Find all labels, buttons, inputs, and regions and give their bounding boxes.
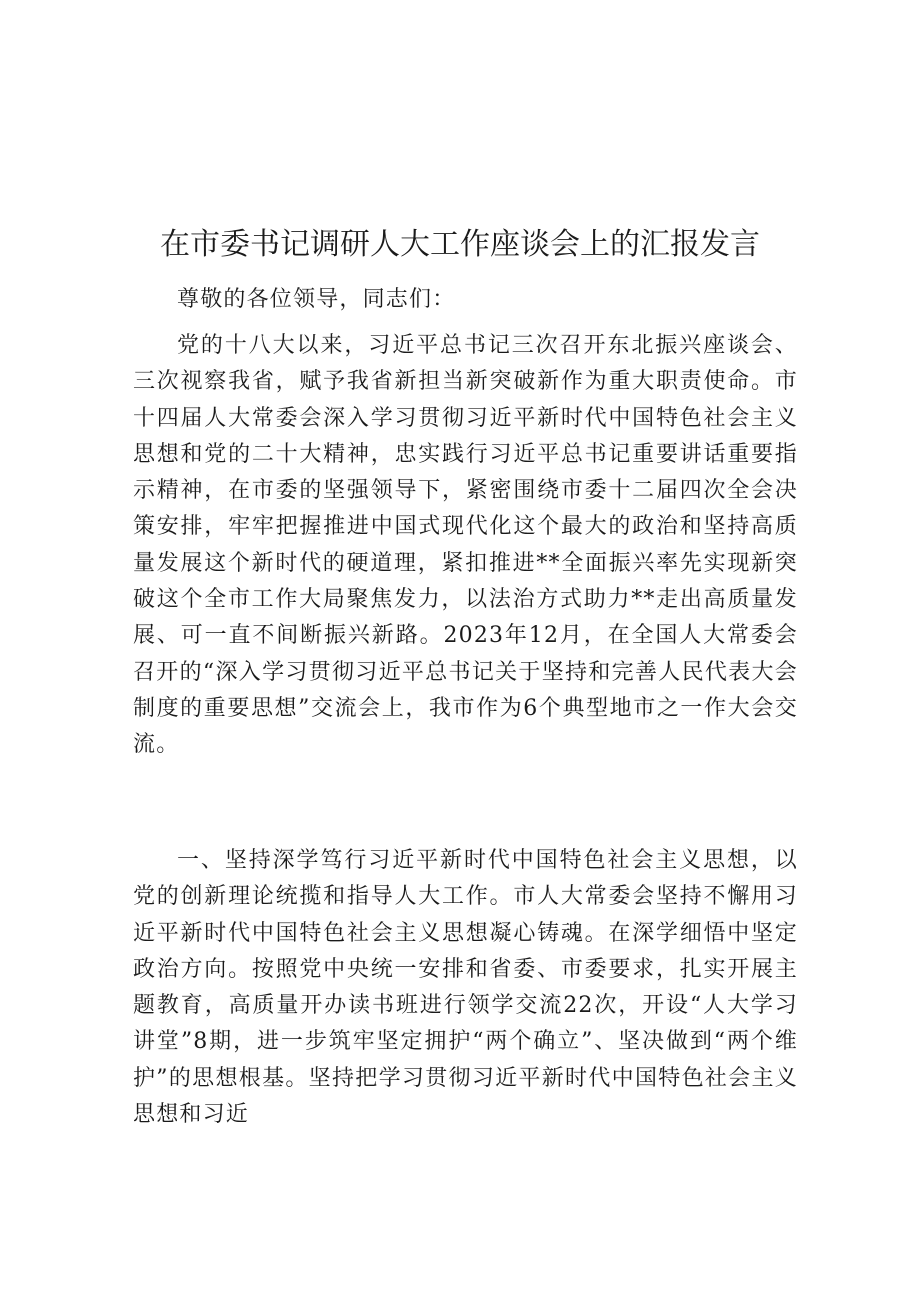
paragraph-section-one: 一、坚持深学笃行习近平新时代中国特色社会主义思想，以党的创新理论统揽和指导人大工作。市人大常委会坚持不懈用习近平新时代中国特色社会主义思想凝心铸魂。在深学细悟中坚定政治方向。按照党中央统一安排和省委、市委要求，扎实开展主题教育，高质量开办读书班进行领学交流22次，开设“人大学习讲堂”8期，进一步筑牢坚定拥护“两个确立”、坚决做到“两个维护”的思想根基。坚持把学习贯彻习近平新时代中国特色社会主义思想和习近 <box>133 848 798 1128</box>
document-title: 在市委书记调研人大工作座谈会上的汇报发言 <box>160 227 760 262</box>
paragraph-intro: 党的十八大以来，习近平总书记三次召开东北振兴座谈会、三次视察我省，赋予我省新担当新突破新作为重大职责使命。市十四届人大常委会深入学习贯彻习近平新时代中国特色社会主义思想和党的二十大精神，忠实践行习近平总书记重要讲话重要指示精神，在市委的坚强领导下，紧密围绕市委十二届四次全会决策安排，牢牢把握推进中国式现代化这个最大的政治和坚持高质量发展这个新时代的硬道理，紧扣推进**全面振兴率先实现新突破这个全市工作大局聚焦发力，以法治方式助力**走出高质量发展、可一直不间断振兴新路。2023年12月，在全国人大常委会召开的“深入学习贯彻习近平总书记关于坚持和完善人民代表大会制度的重要思想”交流会上，我市作为6个典型地市之一作大会交流。 <box>133 333 798 758</box>
salutation: 尊敬的各位领导，同志们： <box>177 287 456 312</box>
